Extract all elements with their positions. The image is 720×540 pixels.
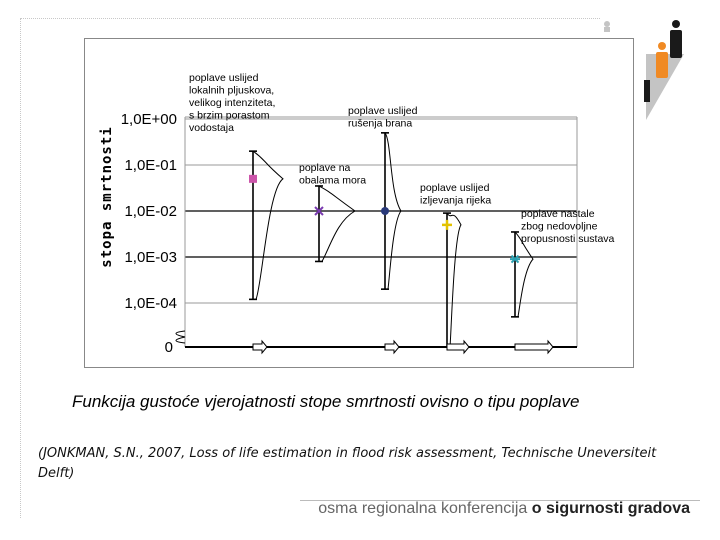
logo-small-figure-head — [604, 21, 610, 27]
density-curve — [447, 213, 461, 347]
baseline-arrow — [385, 341, 399, 353]
logo-orange-figure-head — [658, 42, 666, 50]
reference-citation: (JONKMAN, S.N., 2007, Loss of life estimation in flood risk assessment, Technische Uneversiteit Delft) — [38, 446, 657, 481]
y-tick-label: 1,0E-04 — [124, 295, 177, 312]
series-label-line: izljevanja rijeka — [420, 194, 492, 207]
y-tick-label: 1,0E+00 — [120, 111, 177, 128]
series-label-line: zbog nedovoljne — [521, 220, 598, 233]
series-label-line: poplave uslijed — [420, 182, 490, 194]
series-label-line: poplave nastale — [521, 208, 595, 220]
baseline-arrow — [515, 341, 553, 353]
footer-conference-name — [318, 500, 690, 518]
series-label-line: lokalnih pljuskova, — [189, 84, 275, 97]
slide-frame-top — [20, 18, 600, 20]
density-curve — [319, 186, 355, 261]
zero-tick-label: 0 — [164, 339, 173, 356]
mean-marker-plus — [442, 220, 452, 230]
series-label-line: poplave uslijed — [189, 72, 259, 84]
series-label — [189, 72, 275, 134]
logo-small-figure-body — [604, 27, 610, 32]
chart-container — [84, 38, 634, 368]
series-label-line: propusnosti sustava — [521, 233, 615, 245]
y-tick-label: 1,0E-03 — [124, 249, 177, 266]
series-label — [521, 208, 615, 245]
y-axis-label: stopa smrtnosti — [99, 126, 115, 268]
slide-frame-left — [20, 18, 22, 518]
series-label-line: s brzim porastom — [189, 109, 270, 122]
series-label-line: obalama mora — [299, 174, 367, 187]
series-label-line: poplave na — [299, 162, 351, 174]
series-layer — [189, 72, 615, 353]
figure-caption: Funkcija gustoće vjerojatnosti stope smrtnosti ovisno o tipu poplave — [72, 392, 580, 411]
series-label-line: vodostaja — [189, 122, 234, 134]
series-label — [348, 105, 418, 130]
mean-marker-square — [249, 175, 257, 183]
y-tick-label: 1,0E-01 — [124, 157, 177, 174]
series-label — [299, 162, 366, 187]
logo-dark-figure-head — [672, 20, 680, 28]
series-label-line: poplave uslijed — [348, 105, 418, 117]
footer-bold-text: o sigurnosti gradova — [531, 500, 690, 517]
baseline-arrow — [253, 341, 267, 353]
density-curve — [253, 151, 283, 299]
series-label — [420, 182, 491, 207]
logo-dark-bar — [644, 80, 650, 102]
chart — [85, 39, 635, 369]
zero-break-mark — [176, 331, 185, 343]
y-tick-label: 1,0E-02 — [124, 203, 177, 220]
footer-regular-text: osma regionalna konferencija — [318, 500, 528, 517]
logo-dark-figure-body — [670, 30, 682, 58]
axis-layer — [99, 111, 577, 356]
mean-marker-dot — [381, 207, 389, 215]
series-label-line: rušenja brana — [348, 117, 413, 130]
series-label-line: velikog intenziteta, — [189, 97, 276, 109]
logo-orange-figure-body — [656, 52, 668, 78]
